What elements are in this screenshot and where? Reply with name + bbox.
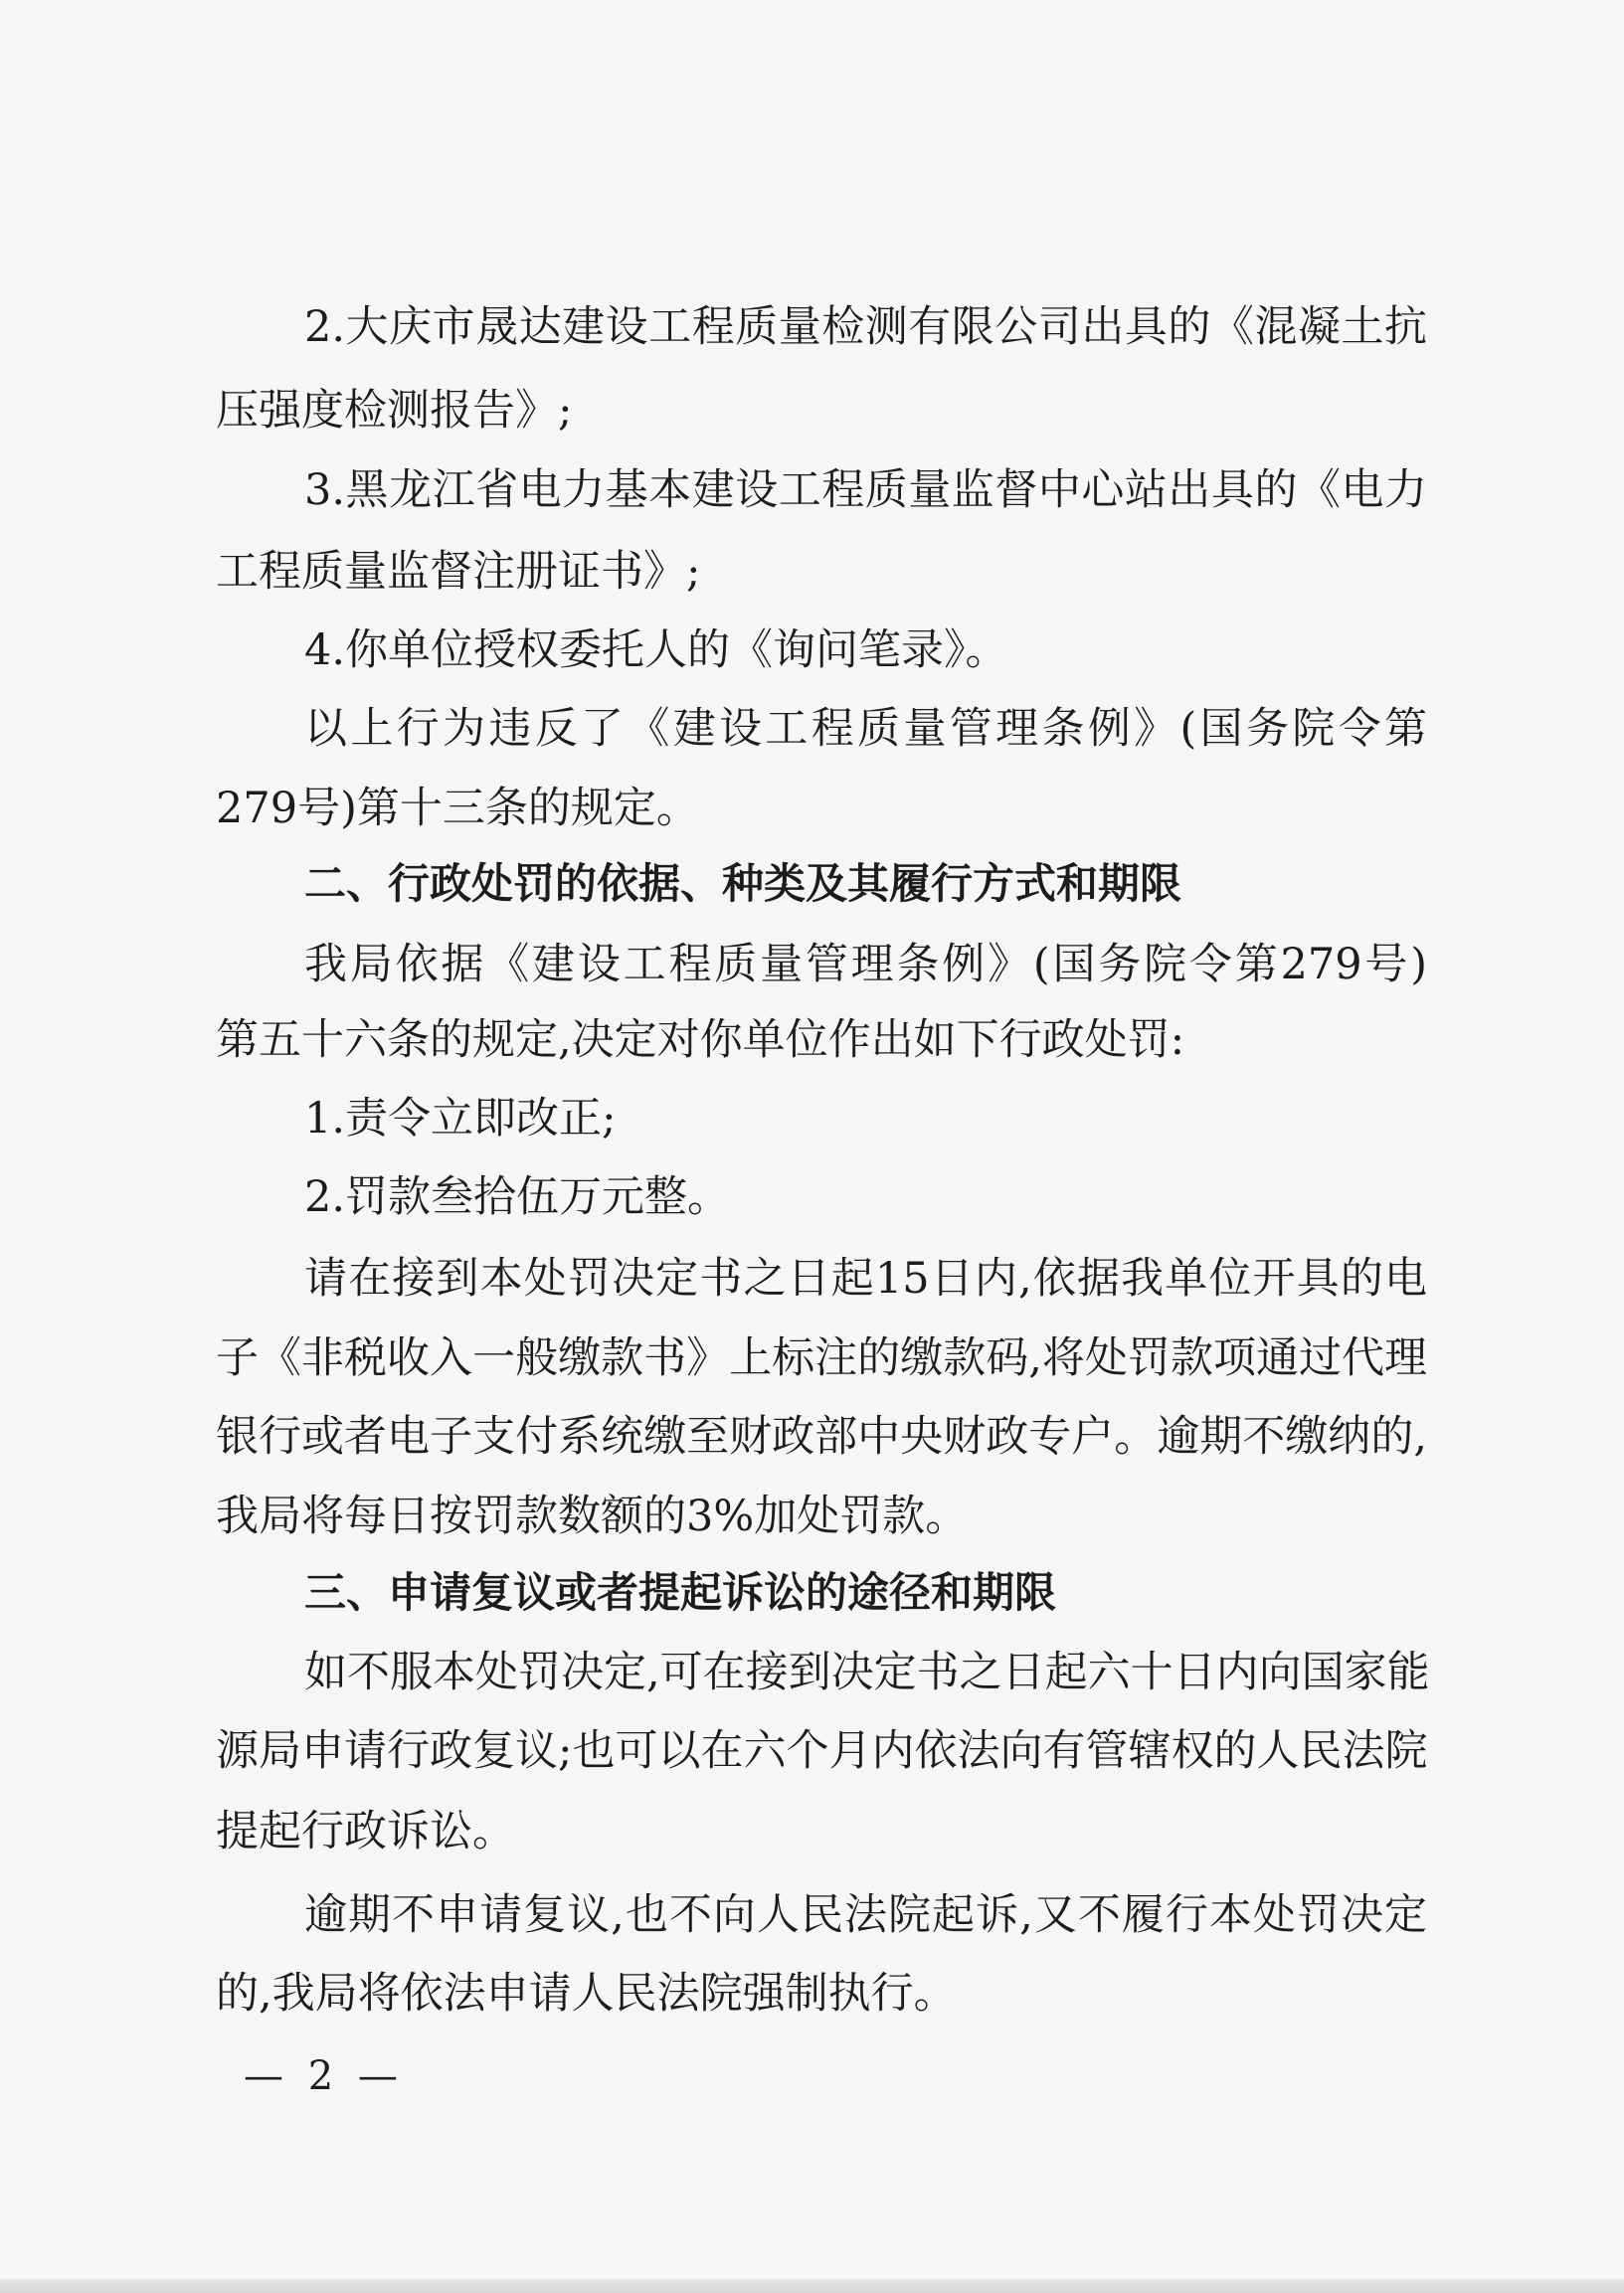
body-line: 我局依据《建设工程质量管理条例》(国务院令第279号) — [304, 940, 1427, 989]
section-heading: 二、行政处罚的依据、种类及其履行方式和期限 — [304, 859, 1182, 908]
body-line: 子《非税收入一般缴款书》上标注的缴款码,将处罚款项通过代理 — [216, 1333, 1427, 1383]
body-line: 工程质量监督注册证书》; — [216, 547, 701, 597]
list-item: 1.责令立即改正; — [304, 1094, 617, 1144]
body-line: 银行或者电子支付系统缴至财政部中央财政专户。逾期不缴纳的, — [216, 1412, 1427, 1462]
body-line: 2.大庆市晟达建设工程质量检测有限公司出具的《混凝土抗 — [304, 302, 1427, 352]
body-line: 请在接到本处罚决定书之日起15日内,依据我单位开具的电 — [304, 1254, 1427, 1304]
body-line: 3.黑龙江省电力基本建设工程质量监督中心站出具的《电力 — [304, 465, 1427, 515]
body-line: 第五十六条的规定,决定对你单位作出如下行政处罚: — [216, 1015, 1185, 1065]
body-line: 4.你单位授权委托人的《询问笔录》。 — [304, 625, 1008, 675]
scan-edge — [0, 2279, 1624, 2293]
body-line: 压强度检测报告》; — [216, 386, 573, 436]
page-number: — 2 — — [244, 2053, 404, 2099]
body-line: 源局申请行政复议;也可以在六个月内依法向有管辖权的人民法院 — [216, 1726, 1428, 1776]
body-line: 提起行政诉讼。 — [216, 1807, 515, 1856]
body-line: 逾期不申请复议,也不向人民法院起诉,又不履行本处罚决定 — [304, 1890, 1427, 1940]
body-line: 以上行为违反了《建设工程质量管理条例》(国务院令第 — [304, 704, 1427, 754]
body-line: 279号)第十三条的规定。 — [216, 784, 699, 833]
body-line: 如不服本处罚决定,可在接到决定书之日起六十日内向国家能 — [304, 1648, 1430, 1697]
list-item: 2.罚款叁拾伍万元整。 — [304, 1172, 731, 1222]
body-line: 我局将每日按罚款数额的3%加处罚款。 — [216, 1492, 969, 1541]
body-line: 的,我局将依法申请人民法院强制执行。 — [216, 1969, 957, 2019]
section-heading: 三、申请复议或者提起诉讼的途径和期限 — [304, 1568, 1057, 1617]
